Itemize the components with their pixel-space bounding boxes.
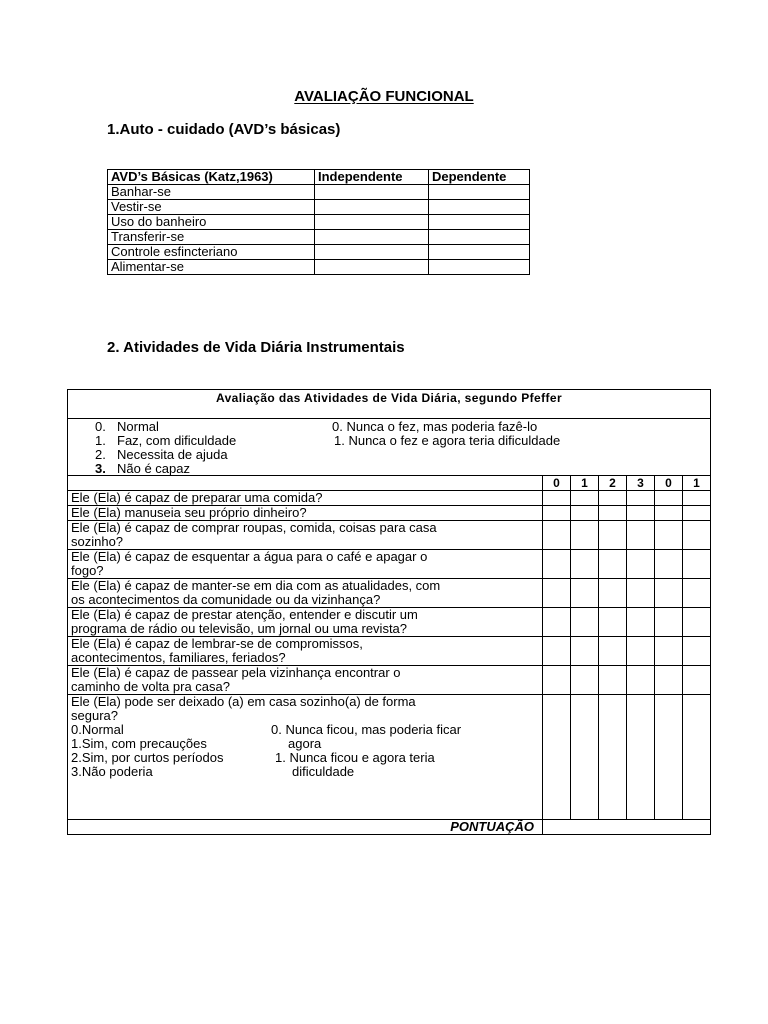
katz-row <box>108 260 530 275</box>
score-cell[interactable] <box>599 608 627 637</box>
question-text: Ele (Ela) manuseia seu próprio dinheiro? <box>68 506 543 521</box>
score-cell[interactable] <box>599 506 627 521</box>
pfeffer-title-row <box>68 390 711 419</box>
independent-cell[interactable] <box>315 260 429 275</box>
legend-right <box>332 420 560 448</box>
score-cell[interactable] <box>599 666 627 695</box>
independent-cell[interactable] <box>315 245 429 260</box>
dependent-cell[interactable] <box>429 230 530 245</box>
score-cell[interactable] <box>627 608 655 637</box>
score-cell[interactable] <box>655 695 683 820</box>
score-cell[interactable] <box>655 666 683 695</box>
score-cell[interactable] <box>543 695 571 820</box>
total-label: PONTUAÇÃO <box>68 820 543 835</box>
question-row <box>68 579 711 608</box>
score-col-3: 3 <box>627 476 655 491</box>
score-cell[interactable] <box>571 666 599 695</box>
score-cell[interactable] <box>683 608 711 637</box>
katz-row <box>108 215 530 230</box>
question-text: Ele (Ela) é capaz de manter-se em dia com as atualidades, com os acontecimentos da comunidade ou da vizinhança? <box>68 579 543 608</box>
score-cell[interactable] <box>655 550 683 579</box>
dependent-cell[interactable] <box>429 200 530 215</box>
score-cell[interactable] <box>627 666 655 695</box>
score-cell[interactable] <box>655 521 683 550</box>
options-left: 0.Normal 1.Sim, com precauções 2.Sim, por curtos períodos 3.Não poderia <box>71 722 224 779</box>
score-col-1b: 1 <box>683 476 711 491</box>
question-text: Ele (Ela) pode ser deixado (a) em casa sozinho(a) de forma segura? 0.Normal 1.Sim, com precauções 2.Sim, por curtos períodos 3.Não poderia 0. Nunca ficou, mas poderia ficar agora 1. Nunca ficou e agora teria dificuldade <box>68 695 543 820</box>
question-row <box>68 491 711 506</box>
katz-row <box>108 200 530 215</box>
question-row <box>68 608 711 637</box>
katz-row <box>108 245 530 260</box>
score-cell[interactable] <box>683 521 711 550</box>
score-col-2: 2 <box>599 476 627 491</box>
score-cell[interactable] <box>627 637 655 666</box>
score-cell[interactable] <box>683 506 711 521</box>
katz-header-dependent: Dependente <box>429 170 530 185</box>
question-text: Ele (Ela) é capaz de passear pela vizinhança encontrar o caminho de volta pra casa? <box>68 666 543 695</box>
question-text: Ele (Ela) é capaz de esquentar a água para o café e apagar o fogo? <box>68 550 543 579</box>
legend-item: 1. Nunca o fez e agora teria dificuldade <box>334 433 561 448</box>
score-cell[interactable] <box>627 579 655 608</box>
score-cell[interactable] <box>543 579 571 608</box>
score-cell[interactable] <box>599 637 627 666</box>
score-header-row <box>68 476 711 491</box>
score-cell[interactable] <box>543 608 571 637</box>
independent-cell[interactable] <box>315 230 429 245</box>
score-cell[interactable] <box>571 521 599 550</box>
katz-table <box>107 169 530 275</box>
score-cell[interactable] <box>543 491 571 506</box>
score-cell[interactable] <box>599 521 627 550</box>
katz-row <box>108 230 530 245</box>
question-row <box>68 550 711 579</box>
pfeffer-title: Avaliação das Atividades de Vida Diária, segundo Pfeffer <box>68 390 711 419</box>
legend-item: 3. Não é capaz <box>95 461 190 476</box>
question-text: Ele (Ela) é capaz de prestar atenção, entender e discutir um programa de rádio ou televisão, um jornal ou uma revista? <box>68 608 543 637</box>
pfeffer-legend-row <box>68 419 711 476</box>
score-cell[interactable] <box>543 637 571 666</box>
score-col-1: 1 <box>571 476 599 491</box>
katz-activity: Uso do banheiro <box>108 215 315 230</box>
last-question-options <box>71 723 539 779</box>
score-cell[interactable] <box>571 579 599 608</box>
independent-cell[interactable] <box>315 185 429 200</box>
katz-activity: Vestir-se <box>108 200 315 215</box>
options-right: 0. Nunca ficou, mas poderia ficar agora 1. Nunca ficou e agora teria dificuldade <box>271 722 462 779</box>
score-cell[interactable] <box>655 608 683 637</box>
score-cell[interactable] <box>543 550 571 579</box>
total-row <box>68 820 711 835</box>
score-cell[interactable] <box>571 506 599 521</box>
katz-header-activity: AVD’s Básicas (Katz,1963) <box>108 170 315 185</box>
score-cell[interactable] <box>599 550 627 579</box>
question-text: Ele (Ela) é capaz de lembrar-se de compromissos, acontecimentos, familiares, feriados? <box>68 637 543 666</box>
katz-activity: Banhar-se <box>108 185 315 200</box>
section-2-heading: 2. Atividades de Vida Diária Instrumentais <box>107 339 405 356</box>
independent-cell[interactable] <box>315 200 429 215</box>
legend-item: 2. Necessita de ajuda <box>95 447 228 462</box>
score-col-0: 0 <box>543 476 571 491</box>
score-cell[interactable] <box>627 506 655 521</box>
score-cell[interactable] <box>655 491 683 506</box>
score-cell[interactable] <box>655 579 683 608</box>
question-text: Ele (Ela) é capaz de comprar roupas, comida, coisas para casa sozinho? <box>68 521 543 550</box>
question-row <box>68 521 711 550</box>
legend-item: 0. Normal <box>95 419 159 434</box>
score-cell[interactable] <box>683 637 711 666</box>
question-row <box>68 506 711 521</box>
question-row <box>68 666 711 695</box>
legend-left <box>95 420 236 476</box>
score-cell[interactable] <box>655 506 683 521</box>
score-col-0b: 0 <box>655 476 683 491</box>
katz-header-row <box>108 170 530 185</box>
question-row <box>68 637 711 666</box>
katz-row <box>108 185 530 200</box>
pfeffer-legend <box>68 419 711 476</box>
score-header-spacer <box>68 476 543 491</box>
legend-item: 0. Nunca o fez, mas poderia fazê-lo <box>332 419 538 434</box>
katz-header-independent: Independente <box>315 170 429 185</box>
score-cell[interactable] <box>571 695 599 820</box>
score-cell[interactable] <box>599 695 627 820</box>
legend-item: 1. Faz, com dificuldade <box>95 433 237 448</box>
dependent-cell[interactable] <box>429 260 530 275</box>
score-cell[interactable] <box>571 637 599 666</box>
score-cell[interactable] <box>571 491 599 506</box>
question-row-last <box>68 695 711 820</box>
independent-cell[interactable] <box>315 215 429 230</box>
score-cell[interactable] <box>627 521 655 550</box>
section-1-heading: 1.Auto - cuidado (AVD’s básicas) <box>107 121 341 138</box>
score-cell[interactable] <box>543 506 571 521</box>
katz-activity: Transferir-se <box>108 230 315 245</box>
score-cell[interactable] <box>599 491 627 506</box>
dependent-cell[interactable] <box>429 215 530 230</box>
katz-activity: Alimentar-se <box>108 260 315 275</box>
score-cell[interactable] <box>571 608 599 637</box>
dependent-cell[interactable] <box>429 185 530 200</box>
score-cell[interactable] <box>683 491 711 506</box>
score-cell[interactable] <box>543 666 571 695</box>
score-cell[interactable] <box>683 579 711 608</box>
pfeffer-table <box>67 389 711 835</box>
score-cell[interactable] <box>627 695 655 820</box>
total-value-cell[interactable] <box>543 820 711 835</box>
score-cell[interactable] <box>627 491 655 506</box>
score-cell[interactable] <box>683 695 711 820</box>
score-cell[interactable] <box>571 550 599 579</box>
score-cell[interactable] <box>683 550 711 579</box>
katz-activity: Controle esfincteriano <box>108 245 315 260</box>
question-text: Ele (Ela) é capaz de preparar uma comida? <box>68 491 543 506</box>
dependent-cell[interactable] <box>429 245 530 260</box>
document-title: AVALIAÇÃO FUNCIONAL <box>294 88 474 105</box>
score-cell[interactable] <box>683 666 711 695</box>
score-cell[interactable] <box>655 637 683 666</box>
score-cell[interactable] <box>543 521 571 550</box>
score-cell[interactable] <box>627 550 655 579</box>
score-cell[interactable] <box>599 579 627 608</box>
